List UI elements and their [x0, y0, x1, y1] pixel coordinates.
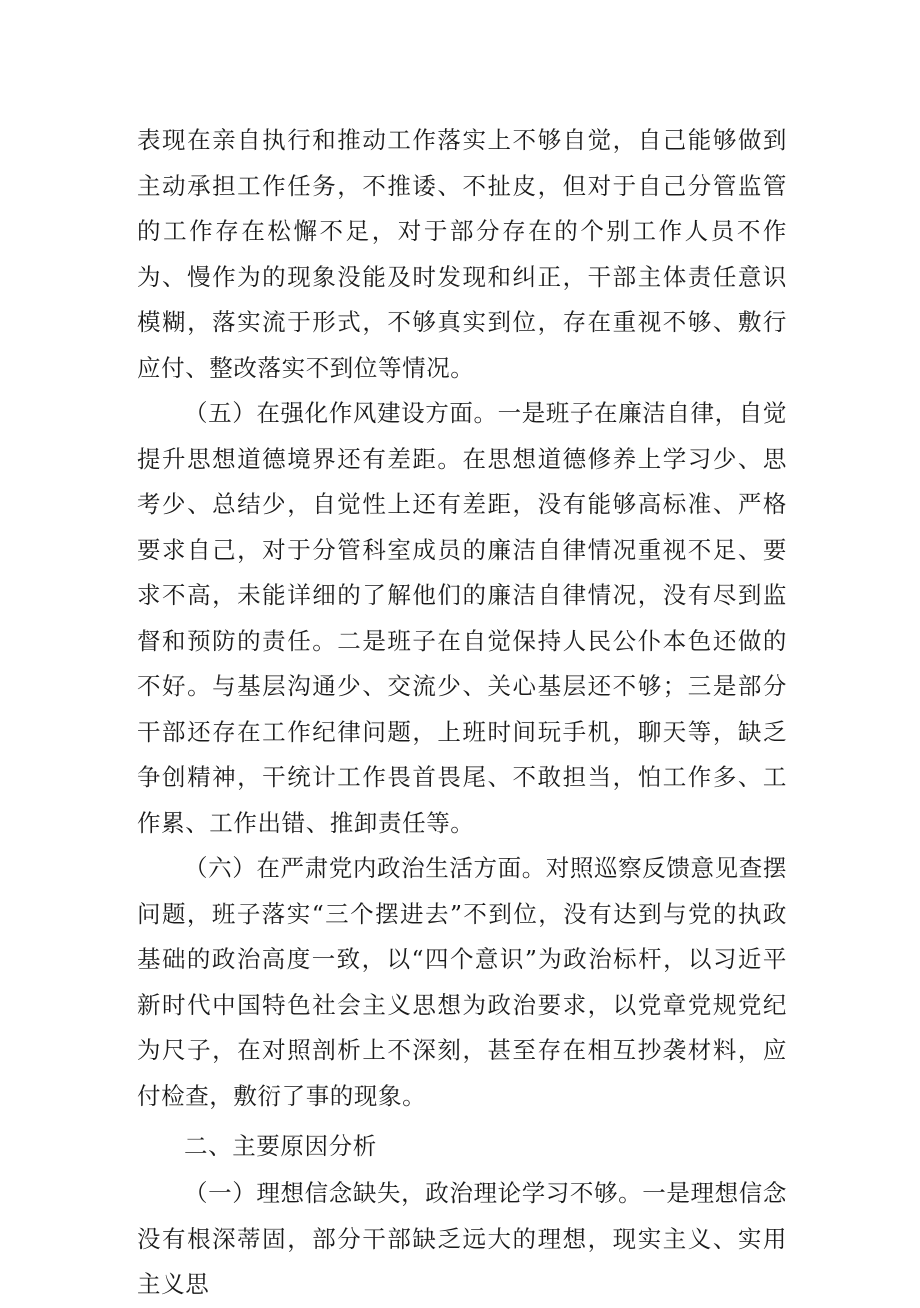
document-page: [137, 118, 787, 1308]
paragraph-political-life: （六）在严肃党内政治生活方面。对照巡察反馈意见查摆问题，班子落实“三个摆进去”不到位，没有达到与党的执政基础的政治高度一致，以“四个意识”为政治标杆，以习近平新时代中国特色社会主义思想为政治要求，以党章党规党纪为尺子，在对照剖析上不深刻，甚至存在相互抄袭材料，应付检查，敷衍了事的现象。: [137, 854, 787, 1110]
paragraph-work-style: （五）在强化作风建设方面。一是班子在廉洁自律，自觉提升思想道德境界还有差距。在思想道德修养上学习少、思考少、总结少，自觉性上还有差距，没有能够高标准、严格要求自己，对于分管科室成员的廉洁自律情况重视不足、要求不高，未能详细的了解他们的廉洁自律情况，没有尽到监督和预防的责任。二是班子在自觉保持人民公仆本色还做的不好。与基层沟通少、交流少、关心基层还不够；三是部分干部还存在工作纪律问题，上班时间玩手机，聊天等，缺乏争创精神，干统计工作畏首畏尾、不敢担当，怕工作多、工作累、工作出错、推卸责任等。: [137, 399, 787, 837]
section-heading: 二、主要原因分析: [184, 1132, 377, 1160]
paragraph-cause-analysis: （一）理想信念缺失，政治理论学习不够。一是理想信念没有根深蒂固，部分干部缺乏远大的理想，现实主义、实用主义思: [137, 1179, 787, 1298]
paragraph-continuation: 表现在亲自执行和推动工作落实上不够自觉，自己能够做到主动承担工作任务，不推诿、不扯皮，但对于自己分管监管的工作存在松懈不足，对于部分存在的个别工作人员不作为、慢作为的现象没能及时发现和纠正，干部主体责任意识模糊，落实流于形式，不够真实到位，存在重视不够、敷行应付、整改落实不到位等情况。: [137, 126, 787, 382]
